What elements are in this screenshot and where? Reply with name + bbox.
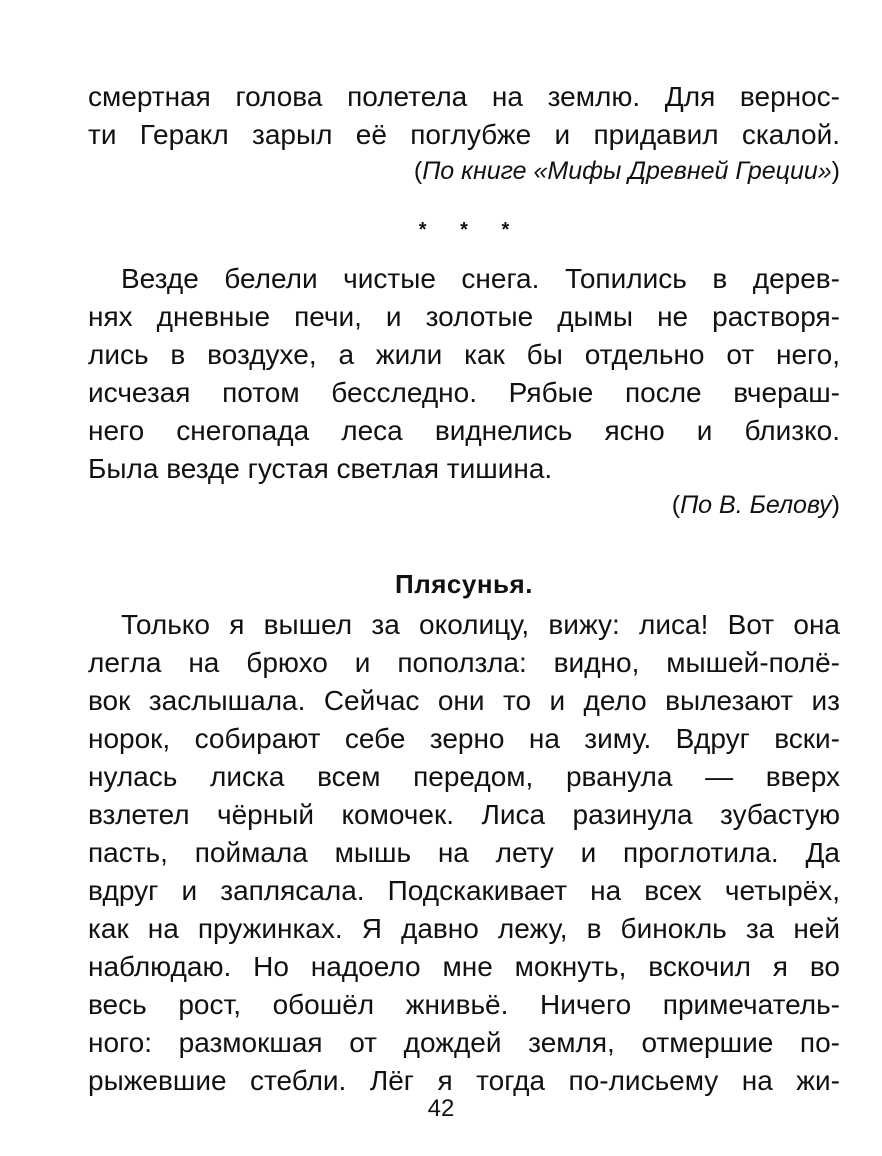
story-title: Плясунья.	[395, 569, 533, 599]
source-text: По В. Белову	[680, 491, 832, 519]
text-line: весь рост, обошёл жнивьё. Ничего примечатель-	[88, 989, 840, 1020]
page-content	[88, 78, 840, 1100]
text-line: ного: размокшая от дождей земля, отмершие по-	[88, 1027, 840, 1058]
source-attribution	[88, 488, 840, 522]
text-line: взлетел чёрный комочек. Лиса разинула зубастую	[88, 799, 840, 830]
text-line: смертная голова полетела на землю. Для вернос-	[88, 81, 840, 112]
text-line: норок, собирают себе зерно на зиму. Вдруг вски-	[88, 723, 840, 754]
text-line: исчезая потом бесследно. Рябые после вчераш-	[88, 377, 840, 408]
source-text: По книге «Мифы Древней Греции»	[422, 157, 832, 185]
text-line: Везде белели чистые снега. Топились в дерев-	[121, 263, 840, 294]
text-line: вдруг и заплясала. Подскакивает на всех четырёх,	[88, 875, 840, 906]
text-line: Только я вышел за околицу, вижу: лиса! Вот она	[121, 609, 840, 640]
fragment-belov	[88, 260, 840, 522]
text-line: пасть, поймала мышь на лету и проглотила. Да	[88, 837, 840, 868]
source-paren-close: )	[831, 157, 840, 185]
source-paren-open: (	[413, 157, 423, 185]
text-line: вок заслышала. Сейчас они то и дело вылезают из	[88, 685, 840, 716]
text-line: нулась лиска всем передом, рванула — вверх	[88, 761, 840, 792]
text-line: наблюдаю. Но надоело мне мокнуть, вскочил я во	[88, 951, 840, 982]
source-paren-close: )	[831, 491, 840, 519]
text-line: рыжевшие стебли. Лёг я тогда по-лисьему на жи-	[88, 1065, 840, 1096]
story-body	[88, 606, 840, 1100]
fragment-heracles	[88, 78, 840, 188]
section-separator: * * *	[418, 219, 524, 241]
text-line: него снегопада леса виднелись ясно и близко.	[88, 415, 840, 446]
text-line: лись в воздухе, а жили как бы отдельно от него,	[88, 339, 840, 370]
text-line: ти Геракл зарыл её поглубже и придавил скалой.	[88, 119, 840, 150]
page-number: 42	[427, 1095, 455, 1122]
text-line: нях дневные печи, и золотые дымы не растворя-	[88, 301, 840, 332]
source-paren-open: (	[671, 491, 681, 519]
text-line: Была везде густая светлая тишина.	[88, 453, 553, 484]
text-line: легла на брюхо и поползла: видно, мышей-полё-	[88, 647, 840, 678]
source-attribution	[88, 154, 840, 188]
text-line: как на пружинках. Я давно лежу, в бинокль за ней	[88, 913, 840, 944]
